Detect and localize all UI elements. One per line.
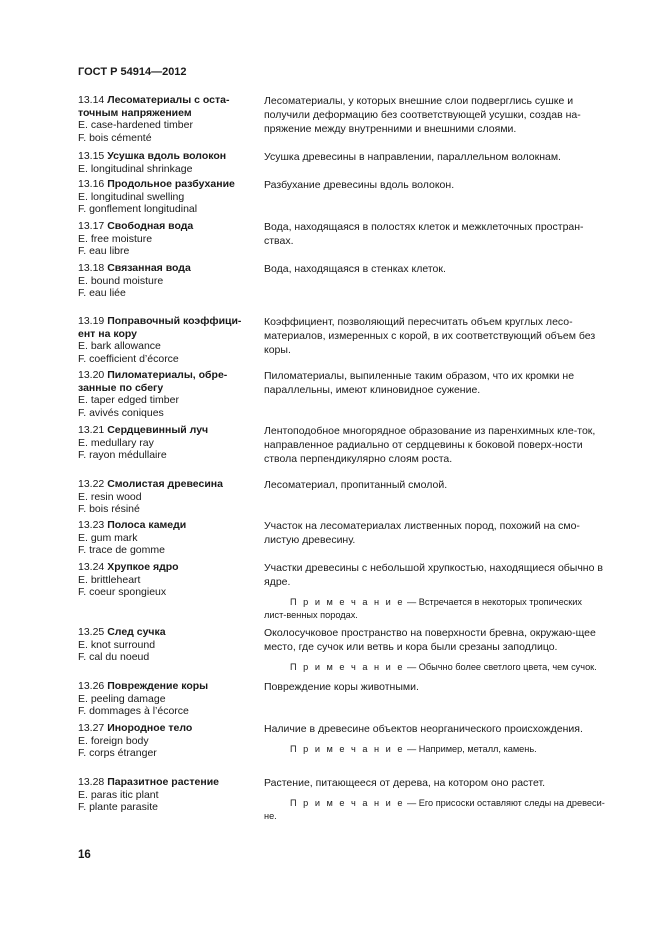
term-heading bbox=[78, 150, 256, 163]
term-english: E. longitudinal shrinkage bbox=[78, 162, 193, 175]
term-block bbox=[78, 220, 256, 258]
note-text: — Его присоски оставляют следы на древеси-не. bbox=[264, 798, 605, 822]
term-name: Повреждение коры bbox=[107, 680, 209, 692]
term-definition: Пиломатериалы, выпиленные таким образом, что их кромки не параллельны, имеют клиновидное сужение. bbox=[264, 370, 575, 397]
term-name: Хрупкое ядро bbox=[107, 561, 179, 573]
term-name: Пиломатериалы, обре-занные по сбегу bbox=[78, 369, 228, 394]
note-text: — Встречается в некоторых тропических лист-венных породах. bbox=[264, 597, 583, 621]
term-heading bbox=[78, 561, 256, 574]
term-definition: Участки древесины с небольшой хрупкостью, находящиеся обычно в ядре. bbox=[264, 562, 603, 589]
term-block bbox=[78, 776, 256, 814]
term-french: F. coeur spongieux bbox=[78, 586, 167, 599]
term-french: F. gonflement longitudinal bbox=[78, 203, 198, 216]
term-definition-block bbox=[264, 561, 606, 622]
term-name: Связанная вода bbox=[107, 262, 191, 274]
term-definition: Вода, находящаяся в полостях клеток и межклеточных простран-ствах. bbox=[264, 221, 584, 248]
term-definition-block bbox=[264, 220, 606, 248]
term-name: Сердцевинный луч bbox=[107, 424, 209, 436]
term-french: F. bois résiné bbox=[78, 503, 140, 516]
term-name: След сучка bbox=[107, 626, 166, 638]
term-definition-block bbox=[264, 478, 606, 492]
term-heading bbox=[78, 680, 256, 693]
term-english: E. peeling damage bbox=[78, 692, 166, 705]
term-french: F. bois cémenté bbox=[78, 131, 152, 144]
note-label: П р и м е ч а н и е bbox=[290, 597, 405, 608]
term-block bbox=[78, 262, 256, 300]
term-definition: Коэффициент, позволяющий пересчитать объем круглых лесо-материалов, измеренных с корой, в их соответствующий объем без коры. bbox=[264, 316, 596, 357]
term-definition-block bbox=[264, 776, 606, 823]
term-definition-block bbox=[264, 150, 606, 164]
term-definition: Участок на лесоматериалах лиственных пород, похожий на смо-листую древесину. bbox=[264, 520, 580, 547]
term-english: E. bound moisture bbox=[78, 274, 164, 287]
term-number: 13.23 bbox=[78, 519, 105, 531]
term-name: Усушка вдоль волокон bbox=[107, 150, 227, 162]
term-block bbox=[78, 150, 256, 175]
term-definition: Лесоматериал, пропитанный смолой. bbox=[264, 479, 448, 491]
term-definition: Лесоматериалы, у которых внешние слои подверглись сушке и получили деформацию без соответствующей усушки, создав на-пряжение между внутренними и внешними слоями. bbox=[264, 95, 581, 136]
term-block bbox=[78, 369, 256, 419]
note-label: П р и м е ч а н и е bbox=[290, 744, 405, 755]
term-english: E. knot surround bbox=[78, 638, 156, 651]
term-heading bbox=[78, 776, 256, 789]
term-block bbox=[78, 626, 256, 664]
term-french: F. plante parasite bbox=[78, 801, 158, 814]
term-definition: Околосучковое пространство на поверхности бревна, окружаю-щее место, где сучок или ветвь и кора были срезаны заподлицо. bbox=[264, 627, 596, 654]
term-name: Свободная вода bbox=[107, 220, 194, 232]
term-english: E. brittleheart bbox=[78, 573, 141, 586]
term-definition-block bbox=[264, 519, 606, 547]
term-english: E. longitudinal swelling bbox=[78, 190, 185, 203]
term-definition: Наличие в древесине объектов неорганического происхождения. bbox=[264, 723, 583, 735]
term-definition-block bbox=[264, 262, 606, 276]
term-heading bbox=[78, 94, 256, 119]
term-note bbox=[264, 797, 606, 823]
term-heading bbox=[78, 424, 256, 437]
term-english: E. medullary ray bbox=[78, 436, 154, 449]
note-text: — Обычно более светлого цвета, чем сучок. bbox=[404, 662, 597, 673]
note-label: П р и м е ч а н и е bbox=[290, 798, 405, 809]
term-number: 13.28 bbox=[78, 776, 105, 788]
term-block bbox=[78, 722, 256, 760]
note-label: П р и м е ч а н и е bbox=[290, 662, 405, 673]
term-definition-block bbox=[264, 178, 606, 192]
term-heading bbox=[78, 626, 256, 639]
term-heading bbox=[78, 178, 256, 191]
term-english: E. resin wood bbox=[78, 490, 142, 503]
term-definition-block bbox=[264, 626, 606, 674]
term-number: 13.27 bbox=[78, 722, 105, 734]
term-definition-block bbox=[264, 680, 606, 694]
term-french: F. eau libre bbox=[78, 245, 130, 258]
term-french: F. trace de gomme bbox=[78, 544, 165, 557]
term-definition-block bbox=[264, 722, 606, 756]
term-block bbox=[78, 478, 256, 516]
term-heading bbox=[78, 722, 256, 735]
term-note bbox=[264, 596, 606, 622]
page-header: ГОСТ Р 54914—2012 bbox=[78, 66, 187, 78]
term-number: 13.19 bbox=[78, 315, 105, 327]
term-name: Инородное тело bbox=[107, 722, 193, 734]
term-definition: Лентоподобное многорядное образование из паренхимных кле-ток, направленное радиально от сердцевины к боковой поверх-ности ствола перпендикулярно слоям роста. bbox=[264, 425, 596, 466]
term-block bbox=[78, 680, 256, 718]
term-number: 13.26 bbox=[78, 680, 105, 692]
term-heading bbox=[78, 315, 256, 340]
term-number: 13.24 bbox=[78, 561, 105, 573]
term-french: F. coefficient d’écorce bbox=[78, 352, 179, 365]
term-english: E. free moisture bbox=[78, 232, 153, 245]
term-block bbox=[78, 315, 256, 365]
term-heading bbox=[78, 519, 256, 532]
term-name: Полоса камеди bbox=[107, 519, 187, 531]
term-french: F. rayon médullaire bbox=[78, 449, 167, 462]
term-block bbox=[78, 94, 256, 144]
term-french: F. corps étranger bbox=[78, 747, 157, 760]
term-definition: Повреждение коры животными. bbox=[264, 681, 419, 693]
term-heading bbox=[78, 369, 256, 394]
term-english: E. bark allowance bbox=[78, 340, 161, 353]
term-heading bbox=[78, 262, 256, 275]
term-note bbox=[264, 743, 606, 756]
term-name: Продольное разбухание bbox=[107, 178, 235, 190]
term-number: 13.18 bbox=[78, 262, 105, 274]
term-definition: Усушка древесины в направлении, параллельном волокнам. bbox=[264, 151, 561, 163]
term-heading bbox=[78, 220, 256, 233]
term-english: E. paras itic plant bbox=[78, 788, 159, 801]
term-block bbox=[78, 178, 256, 216]
page-number: 16 bbox=[78, 849, 91, 861]
term-name: Смолистая древесина bbox=[107, 478, 223, 490]
term-english: E. gum mark bbox=[78, 531, 138, 544]
term-note bbox=[264, 661, 606, 674]
term-definition-block bbox=[264, 315, 606, 358]
term-number: 13.17 bbox=[78, 220, 105, 232]
term-french: F. cal du noeud bbox=[78, 651, 150, 664]
term-name: Поправочный коэффици-ент на кору bbox=[78, 315, 242, 340]
term-french: F. avivés coniques bbox=[78, 406, 164, 419]
term-definition: Вода, находящаяся в стенках клеток. bbox=[264, 263, 446, 275]
term-number: 13.20 bbox=[78, 369, 105, 381]
note-text: — Например, металл, камень. bbox=[404, 744, 537, 755]
term-block bbox=[78, 519, 256, 557]
term-name: Паразитное растение bbox=[107, 776, 220, 788]
term-definition-block bbox=[264, 369, 606, 397]
term-number: 13.16 bbox=[78, 178, 105, 190]
term-number: 13.14 bbox=[78, 94, 105, 106]
term-number: 13.22 bbox=[78, 478, 105, 490]
term-english: E. case-hardened timber bbox=[78, 119, 193, 132]
term-name: Лесоматериалы с оста-точным напряжением bbox=[78, 94, 230, 119]
term-definition: Разбухание древесины вдоль волокон. bbox=[264, 179, 455, 191]
term-number: 13.25 bbox=[78, 626, 105, 638]
term-english: E. foreign body bbox=[78, 734, 149, 747]
term-english: E. taper edged timber bbox=[78, 394, 179, 407]
term-block bbox=[78, 424, 256, 462]
term-definition-block bbox=[264, 424, 606, 467]
term-french: F. eau liée bbox=[78, 287, 126, 300]
term-french: F. dommages à l’écorce bbox=[78, 705, 189, 718]
term-definition-block bbox=[264, 94, 606, 137]
term-definition: Растение, питающееся от дерева, на котором оно растет. bbox=[264, 777, 546, 789]
term-block bbox=[78, 561, 256, 599]
term-number: 13.21 bbox=[78, 424, 105, 436]
term-number: 13.15 bbox=[78, 150, 105, 162]
term-heading bbox=[78, 478, 256, 491]
